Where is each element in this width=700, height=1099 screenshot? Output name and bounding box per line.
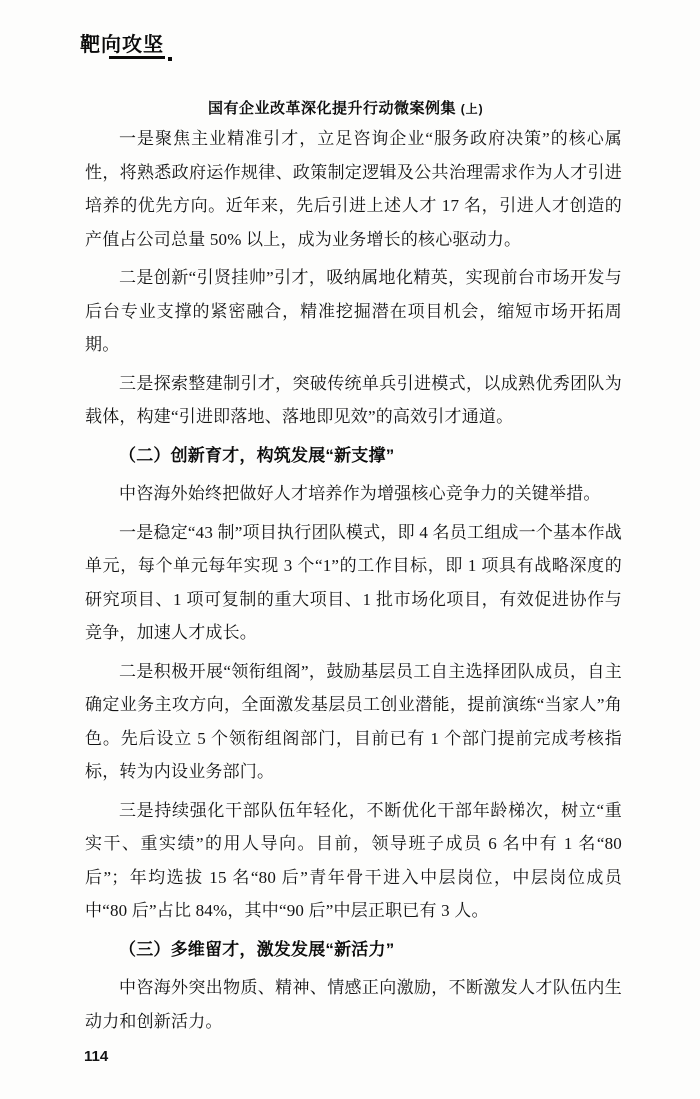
body-paragraph: 三是探索整建制引才，突破传统单兵引进模式，以成熟优秀团队为载体，构建“引进即落地、落地即见效”的高效引才通道。 <box>85 373 622 426</box>
logo-dot <box>168 57 172 61</box>
book-title-text: 国有企业改革深化提升行动微案例集 <box>208 100 457 117</box>
series-logo <box>80 34 164 56</box>
page-number: 114 <box>84 1048 109 1065</box>
body-paragraph: 中咨海外始终把做好人才培养作为增强核心竞争力的关键举措。 <box>119 484 601 503</box>
series-logo-text: 靶向攻坚 <box>80 34 164 56</box>
body-paragraph: 一是稳定“43 制”项目执行团队模式，即 4 名员工组成一个基本作战单元，每个单元每年实现 3 个“1”的工作目标，即 1 项具有战略深度的研究项目、1 项可复制的重大项目、1 批市场化项目，有效促进协作与竞争，加速人才成长。 <box>85 522 622 642</box>
section-heading: （三）多维留才，激发发展“新活力” <box>119 939 395 959</box>
book-title-volume: (上) <box>460 102 484 116</box>
page-body <box>85 122 622 1038</box>
page-header <box>80 34 484 117</box>
book-title <box>208 97 484 118</box>
body-paragraph: 一是聚焦主业精准引才，立足咨询企业“服务政府决策”的核心属性，将熟悉政府运作规律、政策制定逻辑及公共治理需求作为人才引进培养的优先方向。近年来，先后引进上述人才 17 名，引进人才创造的产值占公司总量 50% 以上，成为业务增长的核心驱动力。 <box>85 129 622 249</box>
logo-underline-rule <box>109 56 165 59</box>
section-heading: （二）创新育才，构筑发展“新支撑” <box>119 445 395 465</box>
body-paragraph: 三是持续强化干部队伍年轻化，不断优化干部年龄梯次，树立“重实干、重实绩”的用人导向。目前，领导班子成员 6 名中有 1 名“80 后”；年均选拔 15 名“80 后”青年骨干进入中层岗位，中层岗位成员中“80 后”占比 84%，其中“90 后”中层正职已有 3 人。 <box>85 800 622 920</box>
body-paragraph: 中咨海外突出物质、精神、情感正向激励，不断激发人才队伍内生动力和创新活力。 <box>85 978 622 1031</box>
body-paragraph: 二是积极开展“领衔组阁”，鼓励基层员工自主选择团队成员，自主确定业务主攻方向，全面激发基层员工创业潜能，提前演练“当家人”角色。先后设立 5 个领衔组阁部门，目前已有 1 个部门提前完成考核指标，转为内设业务部门。 <box>85 661 622 781</box>
body-paragraph: 二是创新“引贤挂帅”引才，吸纳属地化精英，实现前台市场开发与后台专业支撑的紧密融合，精准挖掘潜在项目机会，缩短市场开拓周期。 <box>85 268 622 354</box>
